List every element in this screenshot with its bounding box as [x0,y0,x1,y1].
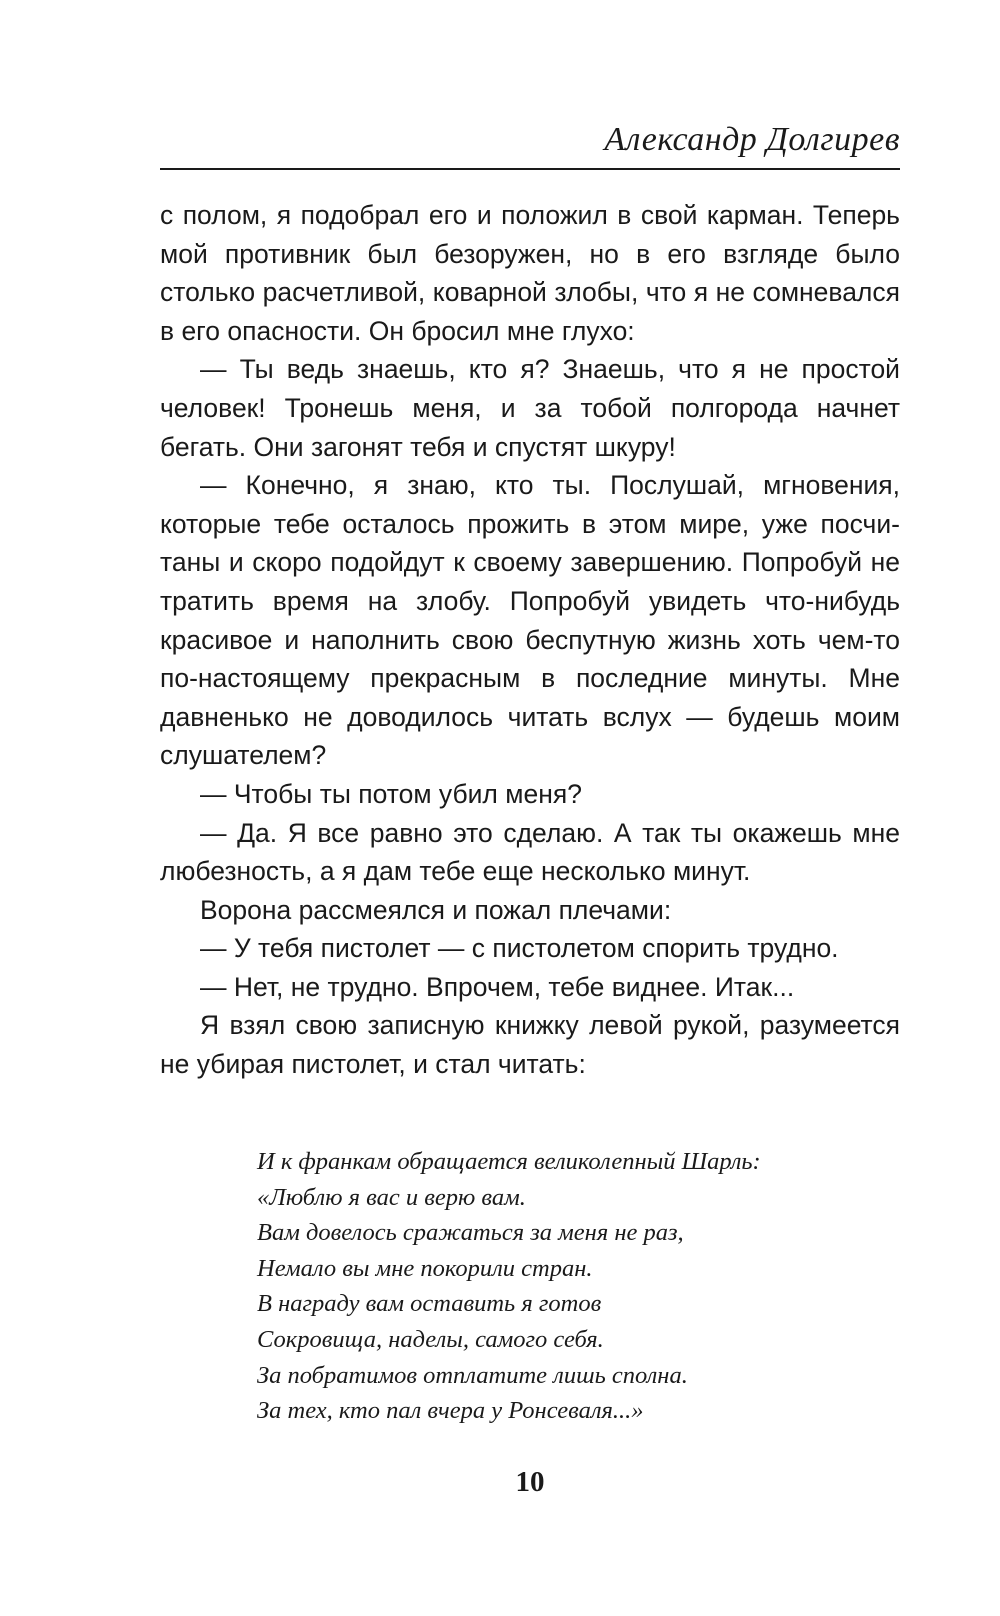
verse-line: Немало вы мне покорили стран. [257,1254,593,1282]
verse-line: И к франкам обращается великолепный Шарль: [257,1148,761,1175]
paragraph: с полом, я подобрал его и положил в свой карман. Теперь мой противник был безоружен, но в его взгляде было столько расчетливой, коварной злобы, что я не сомневался в его опасности. Он бросил мне глухо: [160,200,900,346]
paragraph: — Нет, не трудно. Впрочем, тебе виднее. Итак... [200,971,795,1002]
verse-line: За тех, кто пал вчера у Ронсеваля...» [257,1397,644,1425]
paragraph: Я взял свою записную книжку левой рукой, разумеется не убирая пистолет, и стал читать: [160,1010,900,1080]
paragraph: Ворона рассмеялся и пожал плечами: [200,894,672,925]
header-rule [160,168,900,170]
paragraph: — Да. Я все равно это сделаю. А так ты окажешь мне любезность, а я дам тебе еще несколько минут. [160,817,900,887]
page-number: 10 [515,1466,545,1498]
body-text [160,196,900,1084]
paragraph: — Конечно, я знаю, кто ты. Послушай, мгновения, которые тебе осталось прожить в этом мире, уже посчитаны и скоро подойдут к своему завершению. Попробуй не тратить время на злобу. Попробуй увидеть что-нибудь красивое и наполнить свою беспутную жизнь хоть чем-то по-настоящему прекрасным в последние минуты. Мне давненько не доводилось читать вслух — будешь моим слушателем? [160,470,900,771]
paragraph: — Ты ведь знаешь, кто я? Знаешь, что я не простой человек! Тронешь меня, и за тобой полгорода начнет бегать. Они загонят тебя и спустят шкуру! [160,354,900,462]
verse-line: «Люблю я вас и верю вам. [257,1183,526,1211]
verse-line: Сокровища, наделы, самого себя. [257,1325,604,1353]
verse-quote [257,1144,761,1429]
running-head-author: Александр Долгирев [604,121,900,158]
verse-line: За побратимов отплатите лишь сполна. [257,1361,688,1389]
verse-line: В награду вам оставить я готов [257,1290,602,1318]
paragraph: — Чтобы ты потом убил меня? [200,778,582,809]
verse-line: Вам довелось сражаться за меня не раз, [257,1219,684,1247]
paragraph: — У тебя пистолет — с пистолетом спорить трудно. [200,933,839,964]
